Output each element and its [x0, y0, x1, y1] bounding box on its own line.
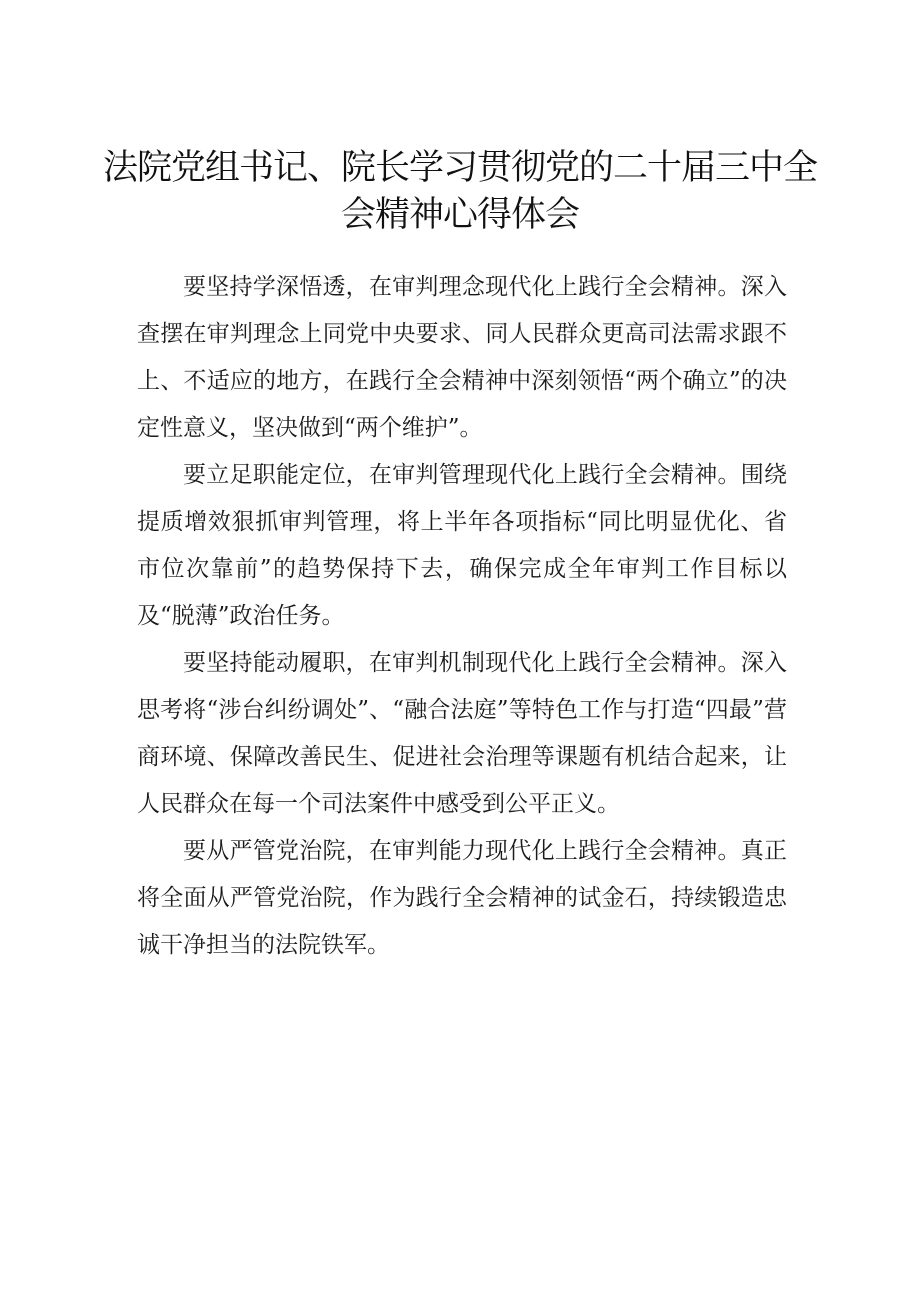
- document-body: [137, 264, 787, 969]
- document-title-line-2: 会精神心得体会: [340, 195, 579, 235]
- paragraph-3: 要坚持能动履职，在审判机制现代化上践行全会精神。深入思考将“涉台纠纷调处”、“融合法庭”等特色工作与打造“四最”营商环境、保障改善民生、促进社会治理等课题有机结合起来，让人民群众在每一个司法案件中感受到公平正义。: [137, 650, 787, 817]
- document-title-line-1: 法院党组书记、院长学习贯彻党的二十届三中全: [102, 148, 817, 188]
- paragraph-2: 要立足职能定位，在审判管理现代化上践行全会精神。围绕提质增效狠抓审判管理，将上半年各项指标“同比明显优化、省市位次靠前”的趋势保持下去，确保完成全年审判工作目标以及“脱薄”政治任务。: [137, 462, 787, 629]
- paragraph-1: 要坚持学深悟透，在审判理念现代化上践行全会精神。深入查摆在审判理念上同党中央要求、同人民群众更高司法需求跟不上、不适应的地方，在践行全会精神中深刻领悟“两个确立”的决定性意义，坚决做到“两个维护”。: [137, 274, 787, 441]
- paragraph-4: 要从严管党治院，在审判能力现代化上践行全会精神。真正将全面从严管党治院，作为践行全会精神的试金石，持续锻造忠诚干净担当的法院铁军。: [137, 838, 787, 958]
